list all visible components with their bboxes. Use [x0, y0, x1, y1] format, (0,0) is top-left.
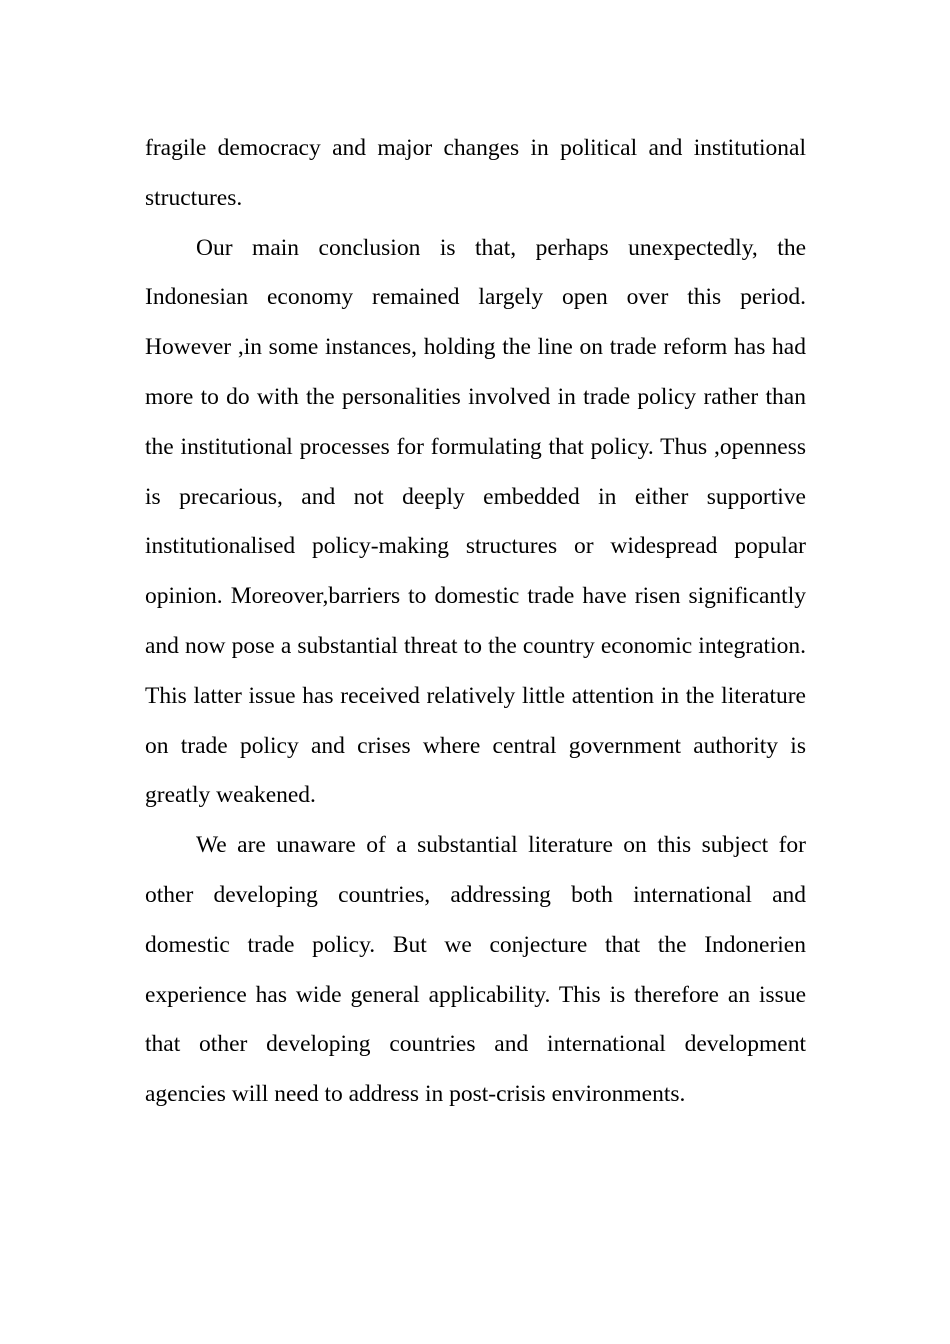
paragraph-main-conclusion: Our main conclusion is that, perhaps unexpectedly, the Indonesian economy remained largely open over this period. However ,in some instances, holding the line on trade reform has had more to do with the personalities involved in trade policy rather than the institutional processes for formulating that policy. Thus ,openness is precarious, and not deeply embedded in either supportive institutionalised policy-making structures or widespread popular opinion. Moreover,barriers to domestic trade have risen significantly and now pose a substantial threat to the country economic integration. This latter issue has received relatively little attention in the literature on trade policy and crises where central government authority is greatly weakened.	[145, 234, 806, 809]
body-text	[145, 124, 806, 1120]
paragraph-literature: We are unaware of a substantial literature on this subject for other developing countries, addressing both international and domestic trade policy. But we conjecture that the Indonerien experience has wide general applicability. This is therefore an issue that other developing countries and international development agencies will need to address in post-crisis environments.	[145, 832, 806, 1108]
paragraph-continuation: fragile democracy and major changes in political and institutional structures.	[145, 135, 806, 211]
